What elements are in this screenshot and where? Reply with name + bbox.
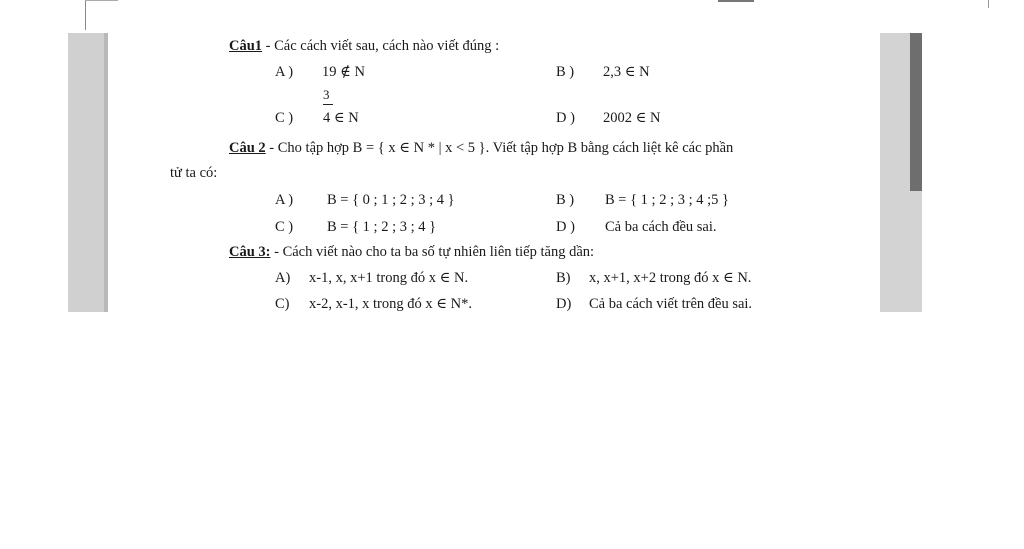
left-margin-bar	[68, 33, 108, 312]
question-1-text: - Các cách viết sau, cách nào viết đúng :	[262, 38, 500, 54]
question-2-text: - Cho tập hợp B = { x ∈ N * | x < 5 }. Viết tập hợp B bằng cách liệt kê các phần	[265, 140, 734, 156]
question-3-text: - Cách viết nào cho ta ba số tự nhiên liên tiếp tăng dần:	[270, 244, 595, 260]
q3-option-a-text: x-1, x, x+1 trong đó x ∈ N.	[309, 270, 469, 286]
q1-option-d-label: D )	[556, 110, 575, 126]
q2-option-b-label: B )	[556, 192, 575, 208]
page-corner-mark	[85, 0, 86, 30]
q1-option-c-label: C )	[275, 110, 294, 126]
question-3-heading	[229, 245, 594, 260]
q3-option-b-label: B)	[556, 270, 571, 286]
q1-option-a-text: 19 ∉ N	[322, 64, 365, 80]
q3-option-b-text: x, x+1, x+2 trong đó x ∈ N.	[589, 270, 752, 286]
q1-option-c-numerator: 3	[323, 87, 330, 102]
q2-option-c-label: C )	[275, 219, 294, 235]
q3-option-d-label: D)	[556, 296, 572, 312]
q2-option-a-label: A )	[275, 192, 294, 208]
question-2-text-continued: tử ta có:	[170, 165, 218, 181]
q3-option-d-text: Cả ba cách viết trên đều sai.	[589, 296, 753, 312]
question-2-label: Câu 2	[229, 140, 266, 156]
left-margin-shadow	[104, 33, 108, 312]
q3-option-c-label: C)	[275, 296, 290, 312]
ruler-mark	[718, 0, 754, 2]
scrollbar-thumb[interactable]	[910, 33, 922, 191]
q2-option-c-text: B = { 1 ; 2 ; 3 ; 4 }	[327, 219, 437, 235]
question-1-label: Câu1	[229, 38, 263, 54]
q1-option-b-text: 2,3 ∈ N	[603, 64, 650, 80]
page-corner-mark-horizontal	[85, 0, 118, 1]
question-1-heading	[229, 39, 499, 54]
q2-option-b-text: B = { 1 ; 2 ; 3 ; 4 ;5 }	[605, 192, 730, 208]
question-3-label: Câu 3:	[229, 244, 271, 260]
q3-option-a-label: A)	[275, 270, 291, 286]
q1-option-d-text: 2002 ∈ N	[603, 110, 661, 126]
q1-option-b-label: B )	[556, 64, 575, 80]
page-edge-mark	[988, 0, 989, 8]
q2-option-d-label: D )	[556, 219, 575, 235]
q2-option-d-text: Cả ba cách đều sai.	[605, 219, 717, 235]
fraction-bar	[323, 104, 333, 105]
question-2-heading	[229, 141, 733, 156]
q3-option-c-text: x-2, x-1, x trong đó x ∈ N*.	[309, 296, 472, 312]
q2-option-a-text: B = { 0 ; 1 ; 2 ; 3 ; 4 }	[327, 192, 455, 208]
q1-option-c-text: 4 ∈ N	[323, 110, 359, 126]
q1-option-a-label: A )	[275, 64, 294, 80]
